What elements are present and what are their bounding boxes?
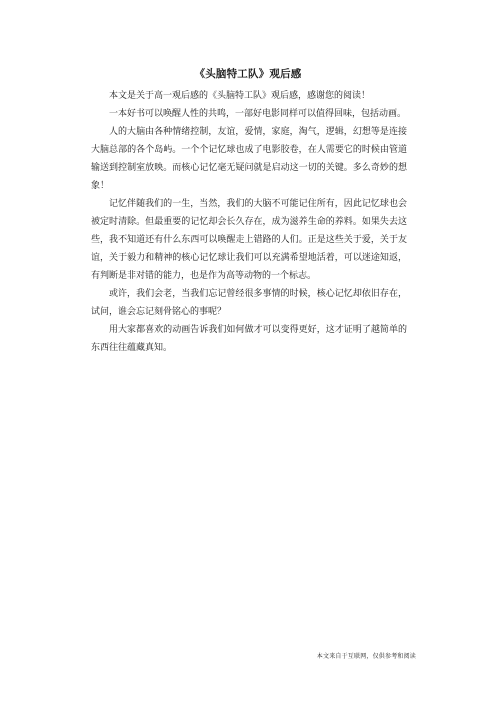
paragraph: 或许，我们会老，当我们忘记曾经很多事情的时候，核心记忆却依旧存在，试问，谁会忘记刻骨铭心的事呢？ xyxy=(91,289,407,317)
paragraph-intro: 本文是关于高一观后感的《头脑特工队》观后感，感谢您的阅读！ xyxy=(109,91,371,101)
paragraph: 一本好书可以唤醒人性的共鸣，一部好电影同样可以值得回味，包括动画。 xyxy=(109,109,407,119)
document-title: 《头脑特工队》观后感 xyxy=(194,68,302,80)
paragraph: 人的大脑由各种情绪控制，友谊，爱情，家庭，淘气，逻辑，幻想等是连接大脑总部的各个岛屿。一个个记忆球也成了电影胶卷，在人需要它的时候由管道输送到控制室放映。而核心记忆毫无疑问就是启动这一切的关键。多么奇妙的想象！ xyxy=(91,127,407,191)
footer-note: 本文来自于互联网，仅供参考和阅读 xyxy=(316,653,416,660)
paragraph: 记忆伴随我们的一生，当然，我们的大脑不可能记住所有，因此记忆球也会被定时清除。但最重要的记忆却会长久存在，成为滋养生命的养料。如果失去这些，我不知道还有什么东西可以唤醒走上错路的人们。正是这些关于爱，关于友谊，关于毅力和精神的核心记忆球让我们可以充满希望地活着，可以迷途知返，有判断是非对错的能力，也是作为高等动物的一个标志。 xyxy=(91,199,407,281)
document-body xyxy=(91,87,407,357)
paragraph: 用大家都喜欢的动画告诉我们如何做才可以变得更好，这才证明了越简单的东西往往蕴藏真知。 xyxy=(91,325,407,353)
